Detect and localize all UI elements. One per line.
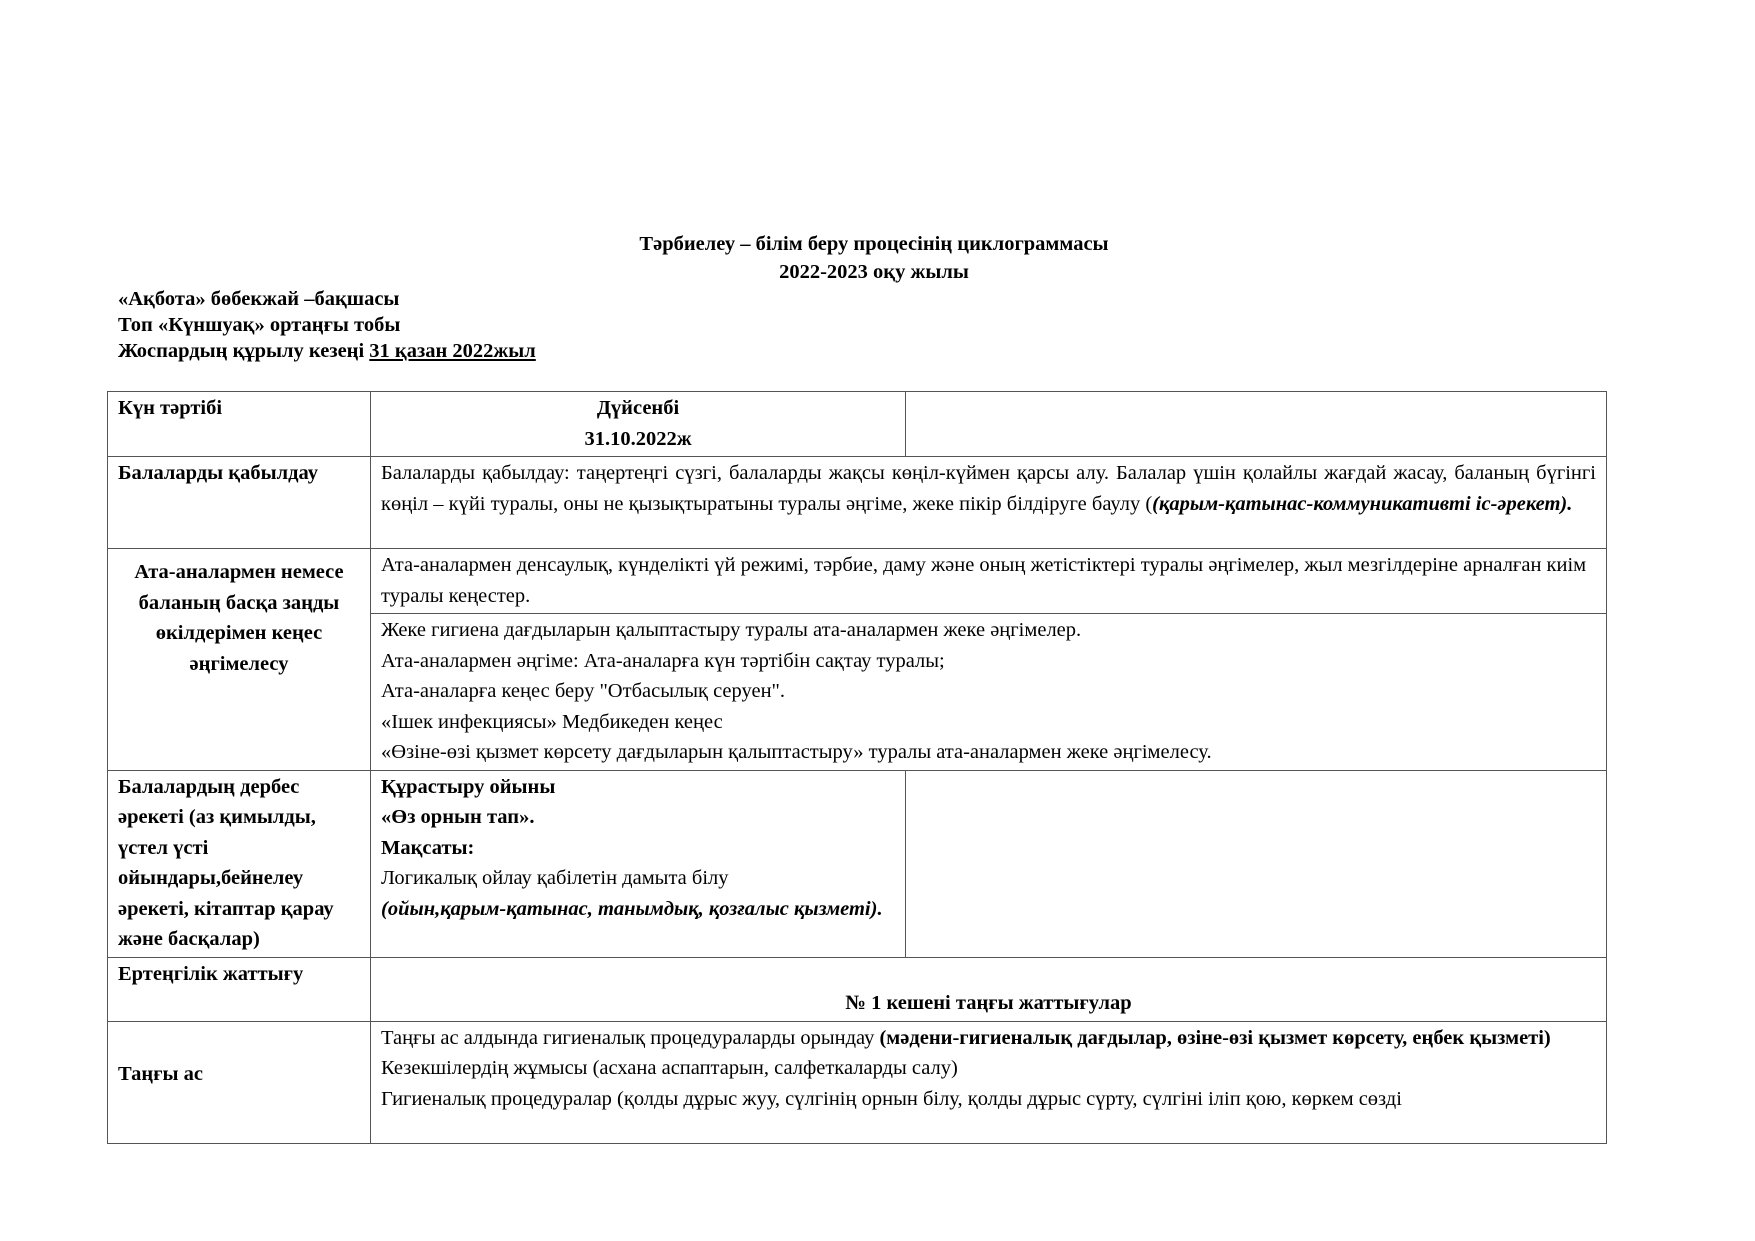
group-name: Топ «Күншуақ» ортаңғы тобы: [118, 314, 401, 336]
breakfast-line-3: Гигиеналық процедуралар (қолды дұрыс жуу, сүлгінің орнын білу, қолды дұрыс сүрту, сүлгіні іліп қою, көркем сөзді: [381, 1087, 1402, 1110]
parents-block2: [371, 614, 1607, 771]
goal-text: Логикалық ойлау қабілетін дамыта білу: [381, 867, 729, 889]
parents-line: «Өзіне-өзі қызмет көрсету дағдыларын қалыптастыру» туралы ата-аналармен жеке әңгімелесу.: [381, 741, 1212, 763]
game-type: Құрастыру ойыны: [381, 775, 556, 798]
breakfast-line-1: [381, 1023, 1596, 1054]
day-header: [371, 392, 906, 457]
exercise-cell: [371, 957, 1607, 1021]
table-row: [108, 957, 1607, 1021]
table-row: [108, 1021, 1607, 1143]
parents-line: Ата-аналармен әңгіме: Ата-аналарға күн тәртібін сақтау туралы;: [381, 649, 945, 672]
row-label-exercise: Ертеңгілік жаттығу: [108, 957, 371, 1021]
breakfast-cell: [371, 1021, 1607, 1143]
parents-block1: Ата-аналармен денсаулық, күнделікті үй режимі, тәрбие, даму және оның жетістіктері туралы әңгімелер, жыл мезгілдеріне арналған киім туралы кеңестер.: [371, 549, 1607, 614]
goal-label: Мақсаты:: [381, 836, 475, 859]
activity-types: (ойын,қарым-қатынас, танымдық, қозғалыс қызметі).: [381, 897, 883, 920]
day-date: 31.10.2022ж: [584, 427, 692, 450]
parents-line: «Ішек инфекциясы» Медбикеден кеңес: [381, 710, 723, 733]
parents-line: Жеке гигиена дағдыларын қалыптастыру туралы ата-аналармен жеке әңгімелер.: [381, 619, 1082, 641]
day-name: Дүйсенбі: [596, 397, 680, 419]
school-name: «Ақбота» бөбекжай –бақшасы: [118, 288, 400, 310]
reception-text: Балаларды қабылдау: таңертеңгі сүзгі, балаларды жақсы көңіл-күймен қарсы алу. Балалар үшін қолайлы жағдай жасау, баланың бүгінгі көңіл – күйі туралы, оны не қызықтыратыны туралы әңгіме, жеке пікір білдіруге баулу (: [381, 462, 1596, 515]
plan-period: [118, 338, 536, 364]
plan-period-label: Жоспардың құрылу кезеңі: [118, 340, 370, 362]
row-label-breakfast: Таңғы ас: [108, 1021, 371, 1143]
reception-cell: [371, 457, 1607, 549]
table-header-row: [108, 392, 1607, 457]
breakfast-line-1-text: Таңғы ас алдында гигиеналық процедураларды орындау: [381, 1026, 880, 1049]
row-label-independent: Балалардың дербес әрекеті (аз қимылды, үстел үсті ойындары,бейнелеу әрекеті, кітаптар қарау және басқалар): [108, 770, 371, 957]
breakfast-line-1-bold: (мәдени-гигиеналық дағдылар, өзіне-өзі қызмет көрсету, еңбек қызметі): [879, 1026, 1551, 1049]
row-label-parents: Ата-аналармен немесе баланың басқа заңды өкілдерімен кеңес әңгімелесу: [108, 549, 371, 771]
exercise-text: № 1 кешені таңғы жаттығулар: [845, 992, 1132, 1014]
cyclogram-table: [107, 391, 1607, 1144]
parents-line: Ата-аналарға кеңес беру "Отбасылық серуен".: [381, 680, 786, 702]
table-row: [108, 770, 1607, 957]
table-row: [108, 457, 1607, 549]
row-label-reception: Балаларды қабылдау: [108, 457, 371, 549]
document-title: Тәрбиелеу – білім беру процесінің циклограммасы: [639, 233, 1109, 255]
empty-cell: [906, 770, 1607, 957]
independent-cell: [371, 770, 906, 957]
reception-activity: (қарым-қатынас-коммуникативті іс-әрекет).: [1152, 492, 1573, 515]
breakfast-line-2: Кезекшілердің жұмысы (асхана аспаптарын, салфеткаларды салу): [381, 1057, 958, 1079]
daily-routine-header: Күн тәртібі: [108, 392, 371, 457]
game-name: «Өз орнын тап».: [381, 806, 535, 828]
academic-year: 2022-2023 оқу жылы: [779, 261, 969, 283]
table-row: [108, 549, 1607, 614]
plan-period-value: 31 қазан 2022жыл: [369, 340, 536, 362]
empty-header-cell: [906, 392, 1607, 457]
